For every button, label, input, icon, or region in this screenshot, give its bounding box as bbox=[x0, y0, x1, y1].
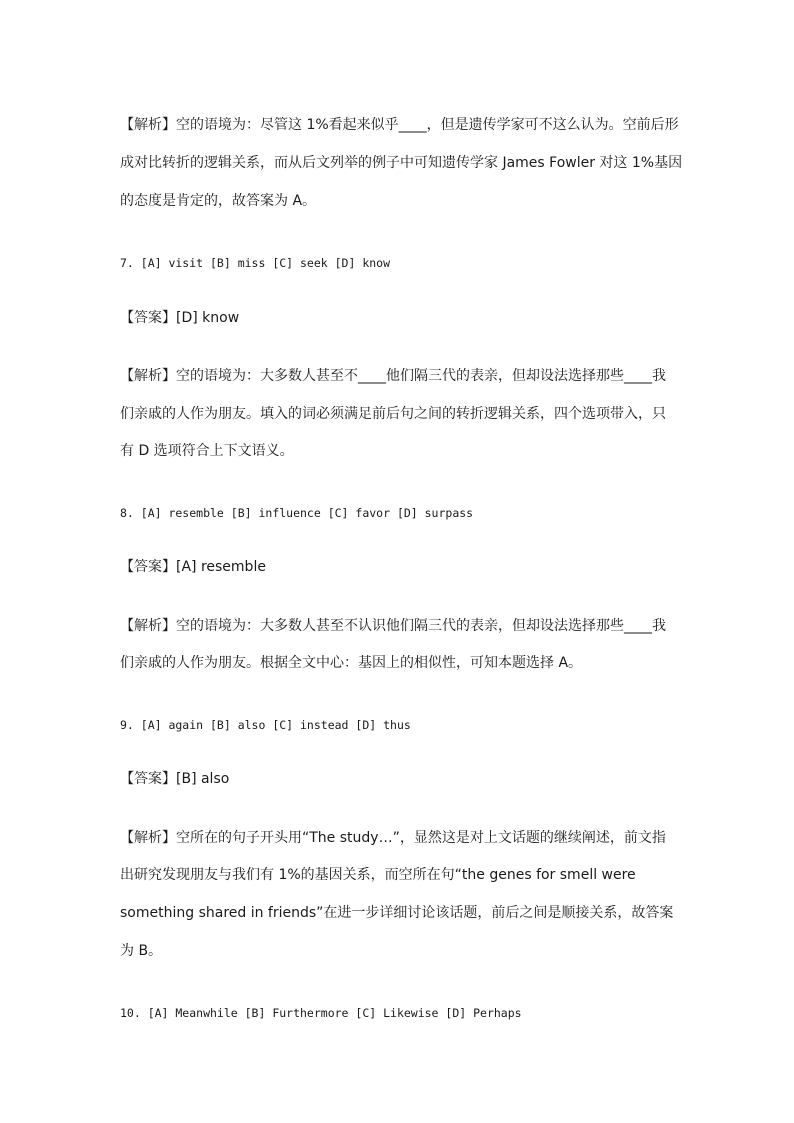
analysis-7-line-1: 【解析】空的语境为：大多数人甚至不____他们隔三代的表亲，但却设法选择那些____我 bbox=[120, 368, 666, 384]
question-7: 7. [A] visit [B] miss [C] seek [D] know bbox=[120, 256, 391, 270]
analysis-6-line-1: 【解析】空的语境为：尽管这 1%看起来似乎____，但是遗传学家可不这么认为。空前后形 bbox=[120, 117, 679, 133]
analysis-6-line-2: 成对比转折的逻辑关系，而从后文列举的例子中可知遗传学家 James Fowler 对这 1%基因 bbox=[120, 155, 683, 171]
analysis-8-line-2: 们亲戚的人作为朋友。根据全文中心：基因上的相似性，可知本题选择 A。 bbox=[120, 655, 583, 671]
analysis-8-line-1: 【解析】空的语境为：大多数人甚至不认识他们隔三代的表亲，但却设法选择那些____我 bbox=[120, 618, 666, 634]
question-10: 10. [A] Meanwhile [B] Furthermore [C] Likewise [D] Perhaps bbox=[120, 1006, 522, 1020]
document-page bbox=[120, 0, 683, 1123]
analysis-7-line-2: 们亲戚的人作为朋友。填入的词必须满足前后句之间的转折逻辑关系，四个选项带入，只 bbox=[120, 406, 666, 422]
answer-8: 【答案】[A] resemble bbox=[120, 559, 266, 575]
question-9: 9. [A] again [B] also [C] instead [D] thus bbox=[120, 718, 411, 732]
analysis-9-line-4: 为 B。 bbox=[120, 943, 163, 959]
analysis-9-line-2: 出研究发现朋友与我们有 1%的基因关系，而空所在句“the genes for smell were bbox=[120, 867, 636, 883]
analysis-9-line-3: something shared in friends”在进一步详细讨论该话题，前后之间是顺接关系，故答案 bbox=[120, 905, 674, 921]
analysis-7-line-3: 有 D 选项符合上下文语义。 bbox=[120, 443, 294, 459]
question-8: 8. [A] resemble [B] influence [C] favor [D] surpass bbox=[120, 506, 474, 520]
analysis-6-line-3: 的态度是肯定的，故答案为 A。 bbox=[120, 193, 317, 209]
answer-7: 【答案】[D] know bbox=[120, 310, 240, 326]
answer-9: 【答案】[B] also bbox=[120, 771, 230, 787]
analysis-9-line-1: 【解析】空所在的句子开头用“The study…”，显然这是对上文话题的继续阐述，前文指 bbox=[120, 830, 666, 846]
